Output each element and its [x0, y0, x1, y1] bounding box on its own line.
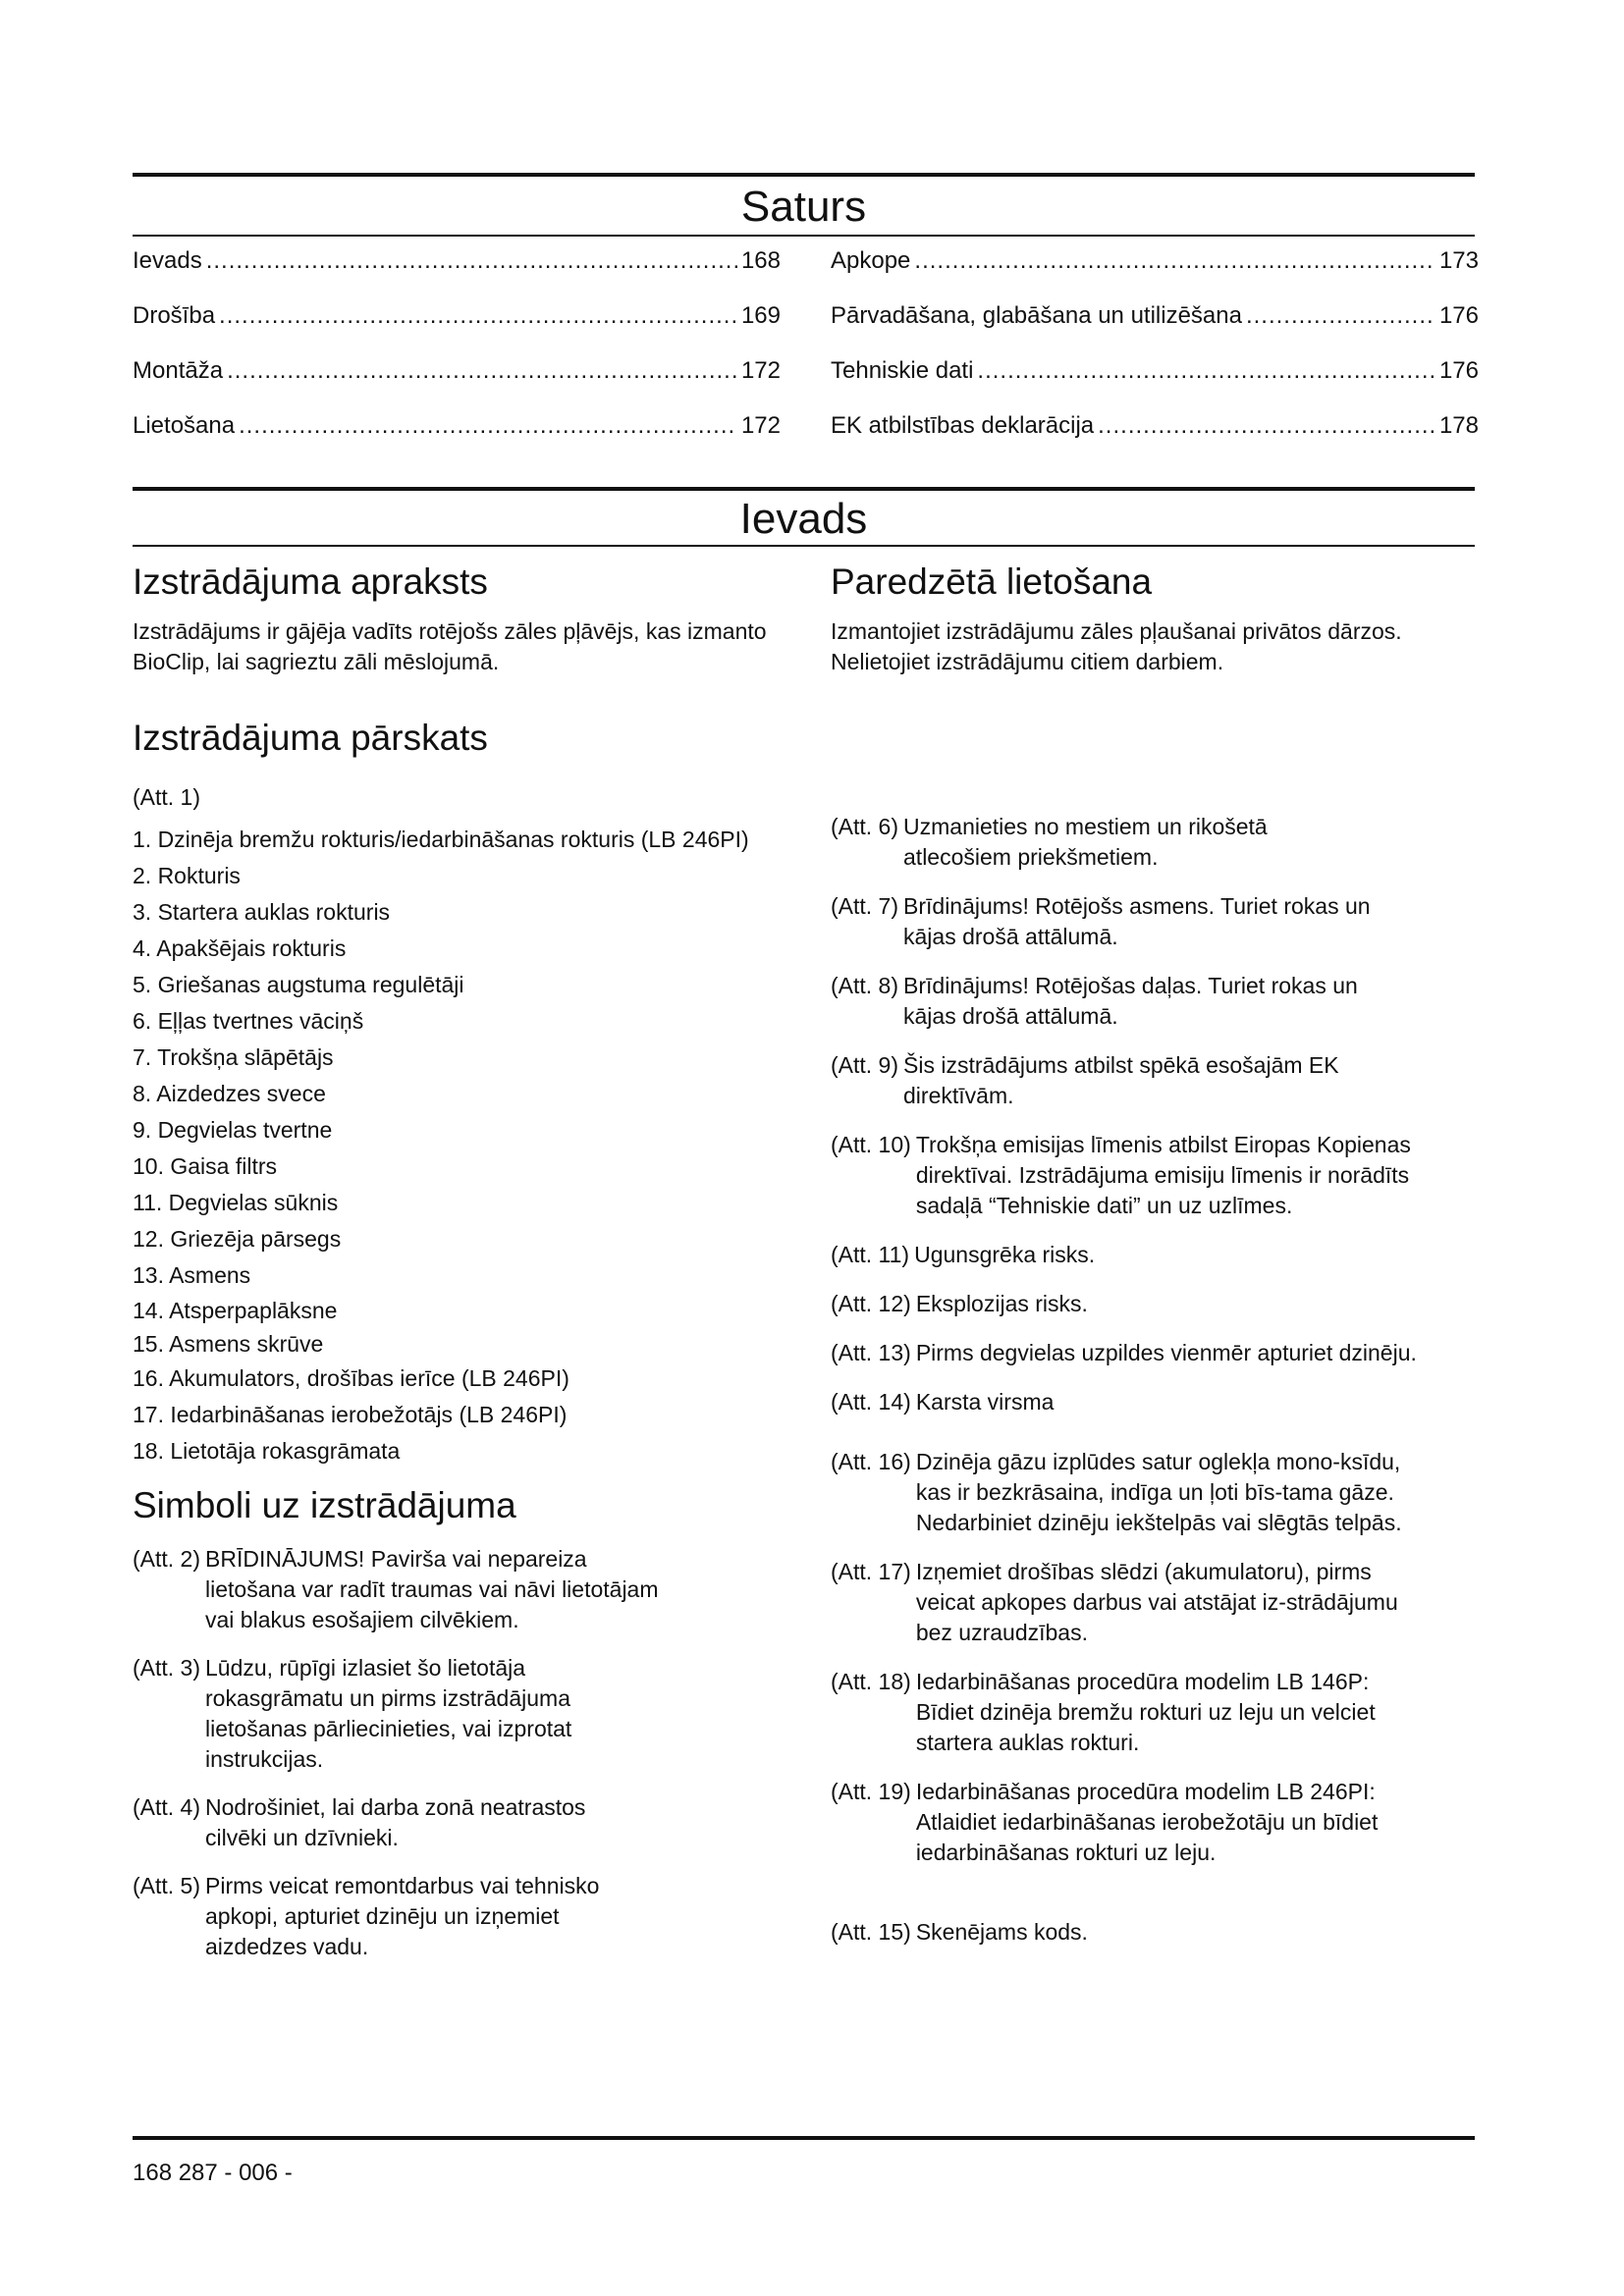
- symbol-item: (Att. 6) Uzmanieties no mestiem un rikošetā atlecošiem priekšmetiem.: [831, 814, 1268, 870]
- left-column: [133, 560, 767, 1962]
- symbols-right-list: [831, 812, 1479, 1948]
- symbol-item: (Att. 18) Iedarbināšanas procedūra modelim LB 146P: Bīdiet dzinēja bremžu rokturi uz leju un velciet startera auklas rokturi.: [831, 1669, 1376, 1755]
- overview-heading: Izstrādājuma pārskats: [133, 718, 488, 758]
- toc-left-column: [133, 247, 781, 467]
- symbol-item: (Att. 3) Lūdzu, rūpīgi izlasiet šo lietotāja rokasgrāmatu un pirms izstrādājuma lietošanas pārliecinieties, vai izprotat instrukcijas.: [133, 1655, 572, 1772]
- toc-entry-apkope[interactable]: Apkope ..... 173: [831, 247, 1479, 302]
- symbol-item: (Att. 4) Nodrošiniet, lai darba zonā neatrastos cilvēki un dzīvnieki.: [133, 1794, 586, 1850]
- description-heading: Izstrādājuma apraksts: [133, 561, 488, 602]
- list-item: 8. Aizdedzes svece: [133, 1081, 326, 1106]
- description-text: Izstrādājums ir gājēja vadīts rotējošs zāles pļāvējs, kas izmanto BioClip, lai sagrieztu zāli mēslojumā.: [133, 618, 767, 674]
- list-item: 17. Iedarbināšanas ierobežotājs (LB 246PI): [133, 1402, 568, 1427]
- symbol-item: (Att. 7) Brīdinājums! Rotējošs asmens. Turiet rokas un kājas drošā attālumā.: [831, 893, 1371, 949]
- symbol-item: (Att. 10) Trokšņa emisijas līmenis atbilst Eiropas Kopienas direktīvai. Izstrādājuma emisiju līmenis ir norādīts sadaļā “Tehniskie dati” un uz uzlīmes.: [831, 1132, 1411, 1218]
- toc-entry-ek-deklaracija[interactable]: EK atbilstības deklarācija ..... 178: [831, 412, 1479, 467]
- intro-title-rule: [133, 545, 1475, 547]
- toc-entry-parvadasana[interactable]: Pārvadāšana, glabāšana un utilizēšana ..... 176: [831, 302, 1479, 357]
- intended-use-heading: Paredzētā lietošana: [831, 561, 1153, 602]
- intro-title: Ievads: [739, 495, 868, 543]
- list-item: 3. Startera auklas rokturis: [133, 899, 391, 925]
- symbol-item: (Att. 5) Pirms veicat remontdarbus vai tehnisko apkopi, apturiet dzinēju un izņemiet aizdedzes vadu.: [133, 1873, 600, 1959]
- toc-entry-ievads[interactable]: Ievads ..... 168: [133, 247, 781, 302]
- toc-title-rule: [133, 235, 1475, 237]
- symbol-item: (Att. 16) Dzinēja gāzu izplūdes satur oglekļa mono-ksīdu, kas ir bezkrāsaina, indīga un ļoti bīs-tama gāze. Nedarbiniet dzinēju iekštelpās vai slēgtās telpās.: [831, 1449, 1402, 1535]
- footer-code: 168 287 - 006 -: [133, 2160, 293, 2186]
- list-item: 4. Apakšējais rokturis: [133, 935, 347, 961]
- symbol-item: (Att. 8) Brīdinājums! Rotējošas daļas. Turiet rokas un kājas drošā attālumā.: [831, 973, 1358, 1029]
- footer-rule: [133, 2136, 1475, 2140]
- symbol-item: (Att. 13) Pirms degvielas uzpildes vienmēr apturiet dzinēju.: [831, 1340, 1417, 1365]
- list-item: 11. Degvielas sūknis: [133, 1190, 339, 1215]
- symbols-heading: Simboli uz izstrādājuma: [133, 1485, 516, 1525]
- symbol-item: (Att. 9) Šis izstrādājums atbilst spēkā esošajām EK direktīvām.: [831, 1052, 1339, 1108]
- symbols-left-list: [133, 1544, 771, 1962]
- list-item: 9. Degvielas tvertne: [133, 1117, 333, 1143]
- right-column: [831, 560, 1479, 1948]
- symbol-item: (Att. 17) Izņemiet drošības slēdzi (akumulatoru), pirms veicat apkopes darbus vai atstājat iz-strādājumu bez uzraudzības.: [831, 1559, 1398, 1645]
- list-item: 13. Asmens: [133, 1262, 251, 1288]
- toc-top-rule: [133, 173, 1475, 177]
- list-item: 12. Griezēja pārsegs: [133, 1226, 342, 1252]
- symbol-item: (Att. 12) Eksplozijas risks.: [831, 1291, 1088, 1316]
- list-item: 10. Gaisa filtrs: [133, 1153, 277, 1179]
- list-item: 15. Asmens skrūve: [133, 1331, 324, 1357]
- list-item: 14. Atsperpaplāksne: [133, 1298, 338, 1323]
- list-item: 2. Rokturis: [133, 863, 241, 888]
- toc-right-column: [831, 247, 1479, 467]
- toc-entry-drosiba[interactable]: Drošība ..... 169: [133, 302, 781, 357]
- toc-entry-montaza[interactable]: Montāža ..... 172: [133, 357, 781, 412]
- list-item: 16. Akumulators, drošības ierīce (LB 246PI): [133, 1365, 569, 1391]
- list-item: 5. Griešanas augstuma regulētāji: [133, 972, 464, 997]
- symbol-item: (Att. 2) BRĪDINĀJUMS! Pavirša vai nepareiza lietošana var radīt traumas vai nāvi lietotājam vai blakus esošajiem cilvēkiem.: [133, 1546, 659, 1632]
- intro-top-rule: [133, 487, 1475, 491]
- list-item: 1. Dzinēja bremžu rokturis/iedarbināšanas rokturis (LB 246PI): [133, 827, 749, 852]
- symbol-item: (Att. 19) Iedarbināšanas procedūra modelim LB 246PI: Atlaidiet iedarbināšanas ierobežotāju un bīdiet iedarbināšanas rokturi uz leju.: [831, 1779, 1379, 1865]
- list-item: 6. Eļļas tvertnes vāciņš: [133, 1008, 364, 1034]
- toc-entry-tehniskie-dati[interactable]: Tehniskie dati ..... 176: [831, 357, 1479, 412]
- parts-list: [133, 822, 761, 1469]
- symbol-item: (Att. 15) Skenējams kods.: [831, 1919, 1088, 1945]
- toc-title: Saturs: [740, 183, 867, 231]
- intended-use-text: Izmantojiet izstrādājumu zāles pļaušanai privātos dārzos. Nelietojiet izstrādājumu citiem darbiem.: [831, 618, 1402, 674]
- toc-entry-lietosana[interactable]: Lietošana ..... 172: [133, 412, 781, 467]
- list-item: 18. Lietotāja rokasgrāmata: [133, 1438, 401, 1464]
- list-item: 7. Trokšņa slāpētājs: [133, 1044, 334, 1070]
- symbol-item: (Att. 14) Karsta virsma: [831, 1389, 1055, 1415]
- overview-ref: (Att. 1): [133, 784, 201, 810]
- symbol-item: (Att. 11) Ugunsgrēka risks.: [831, 1242, 1096, 1267]
